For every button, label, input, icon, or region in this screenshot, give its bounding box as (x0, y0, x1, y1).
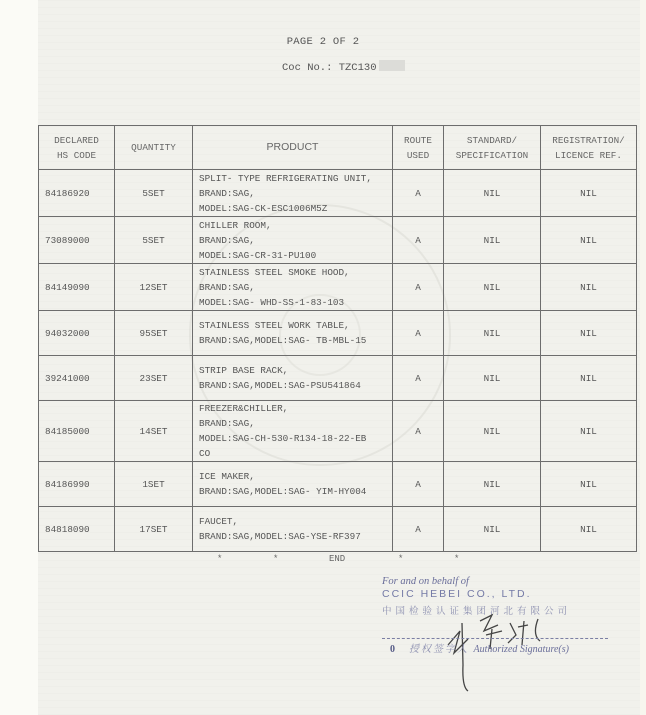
product-cell: STAINLESS STEEL SMOKE HOOD, BRAND:SAG, MODEL:SAG- WHD-SS-1-83-103 (193, 264, 393, 311)
route-cell: A (393, 264, 444, 311)
table-row (39, 217, 637, 264)
quantity-cell: 1SET (115, 462, 193, 507)
route-cell: A (393, 507, 444, 552)
product-cell: ICE MAKER, BRAND:SAG,MODEL:SAG- YIM-HY004 (193, 462, 393, 507)
company-name-cn: 中国检验认证集团河北有限公司 (382, 606, 572, 617)
standard-cell: NIL (444, 217, 541, 264)
quantity-cell: 95SET (115, 311, 193, 356)
standard-cell: NIL (444, 170, 541, 217)
quantity-cell: 23SET (115, 356, 193, 401)
quantity-cell: 5SET (115, 217, 193, 264)
standard-cell: NIL (444, 462, 541, 507)
standard-cell: NIL (444, 311, 541, 356)
product-cell: FAUCET, BRAND:SAG,MODEL:SAG-YSE-RF397 (193, 507, 393, 552)
redacted-block (379, 60, 405, 71)
standard-cell: NIL (444, 507, 541, 552)
registration-cell: NIL (541, 217, 637, 264)
col-header-hs-code: DECLARED HS CODE (39, 126, 115, 170)
company-name-en: CCIC HEBEI CO., LTD. (382, 588, 532, 600)
standard-cell: NIL (444, 401, 541, 462)
end-star: * (217, 554, 223, 564)
table-row (39, 507, 637, 552)
standard-cell: NIL (444, 264, 541, 311)
quantity-cell: 17SET (115, 507, 193, 552)
coc-number-text: Coc No.: TZC130 (282, 62, 377, 74)
route-cell: A (393, 356, 444, 401)
route-cell: A (393, 401, 444, 462)
product-cell: STRIP BASE RACK, BRAND:SAG,MODEL:SAG-PSU541864 (193, 356, 393, 401)
quantity-cell: 12SET (115, 264, 193, 311)
page-number: PAGE 2 OF 2 (286, 36, 360, 48)
table-row (39, 264, 637, 311)
route-cell: A (393, 462, 444, 507)
route-cell: A (393, 170, 444, 217)
end-star: * (398, 554, 404, 564)
route-cell: A (393, 311, 444, 356)
registration-cell: NIL (541, 462, 637, 507)
registration-cell: NIL (541, 264, 637, 311)
col-header-route: ROUTE USED (393, 126, 444, 170)
table-row (39, 311, 637, 356)
coc-number (282, 60, 405, 74)
registration-cell: NIL (541, 356, 637, 401)
table-row (39, 356, 637, 401)
registration-cell: NIL (541, 311, 637, 356)
table-row (39, 462, 637, 507)
product-cell: CHILLER ROOM, BRAND:SAG, MODEL:SAG-CR-31-PU100 (193, 217, 393, 264)
hs-code-cell: 84186920 (39, 170, 115, 217)
auth-prefix: 0 (390, 644, 395, 655)
auth-label-cn: 授权签字人 (409, 644, 469, 655)
goods-table (38, 125, 637, 552)
registration-cell: NIL (541, 507, 637, 552)
table-row (39, 170, 637, 217)
product-cell: FREEZER&CHILLER, BRAND:SAG, MODEL:SAG-CH-530-R134-18-22-EB CO (193, 401, 393, 462)
page-edge (640, 0, 646, 715)
registration-cell: NIL (541, 401, 637, 462)
col-header-product: PRODUCT (193, 126, 393, 170)
signature-line (382, 638, 608, 639)
quantity-cell: 14SET (115, 401, 193, 462)
col-header-quantity: QUANTITY (115, 126, 193, 170)
hs-code-cell: 84818090 (39, 507, 115, 552)
hs-code-cell: 94032000 (39, 311, 115, 356)
col-header-standard: STANDARD/ SPECIFICATION (444, 126, 541, 170)
hs-code-cell: 39241000 (39, 356, 115, 401)
product-cell: STAINLESS STEEL WORK TABLE, BRAND:SAG,MODEL:SAG- TB-MBL-15 (193, 311, 393, 356)
table-header-row (39, 126, 637, 170)
end-star: * (454, 554, 460, 564)
product-cell: SPLIT- TYPE REFRIGERATING UNIT, BRAND:SAG, MODEL:SAG-CK-ESC1006M5Z (193, 170, 393, 217)
end-star: * (273, 554, 279, 564)
col-header-registration: REGISTRATION/ LICENCE REF. (541, 126, 637, 170)
route-cell: A (393, 217, 444, 264)
on-behalf-text: For and on behalf of (382, 576, 469, 587)
hs-code-cell: 73089000 (39, 217, 115, 264)
hs-code-cell: 84149090 (39, 264, 115, 311)
standard-cell: NIL (444, 356, 541, 401)
auth-label-en: Authorized Signature(s) (473, 644, 569, 655)
registration-cell: NIL (541, 170, 637, 217)
hs-code-cell: 84185000 (39, 401, 115, 462)
hs-code-cell: 84186990 (39, 462, 115, 507)
end-label: END (329, 554, 346, 564)
authorized-signature-label (390, 640, 569, 655)
table-row (39, 401, 637, 462)
quantity-cell: 5SET (115, 170, 193, 217)
